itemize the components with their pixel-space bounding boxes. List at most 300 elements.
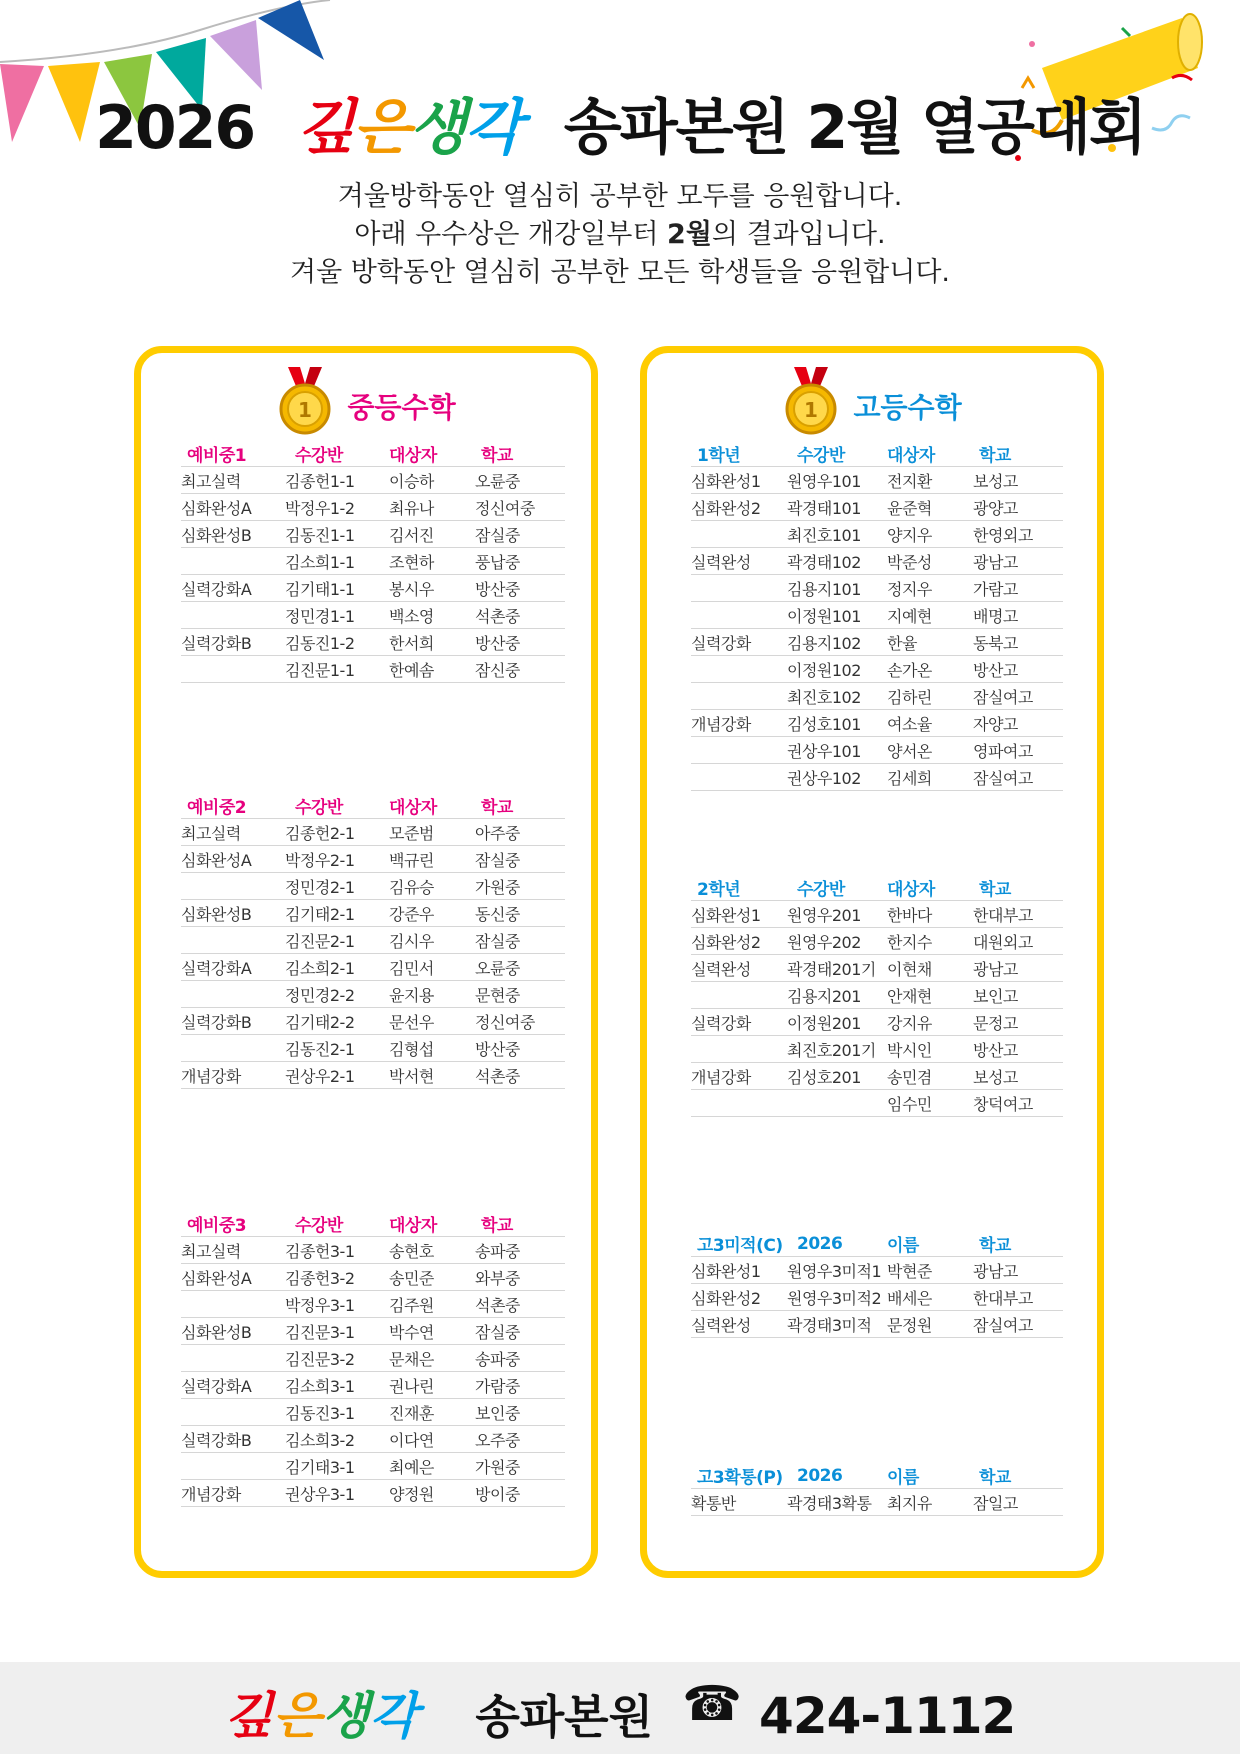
middle-panel-title: 중등수학 — [347, 391, 456, 424]
school-cell: 잠실여고 — [973, 764, 1063, 791]
student-name-cell: 송현호 — [389, 1237, 475, 1264]
school-cell: 보성고 — [973, 1063, 1063, 1090]
column-header: 학교 — [973, 875, 1063, 901]
student-name-cell: 모준범 — [389, 819, 475, 846]
class-level-cell — [181, 981, 285, 1008]
middle-table-grade1 — [181, 441, 565, 683]
title-text: 송파본원 2월 열공대회 — [563, 93, 1145, 163]
student-name-cell: 이현채 — [887, 955, 973, 982]
class-level-cell — [181, 1453, 285, 1480]
class-level-cell: 심화완성A — [181, 494, 285, 521]
table-row — [181, 1237, 565, 1264]
school-cell: 방산중 — [475, 1035, 565, 1062]
table-row — [691, 710, 1063, 737]
class-name-cell: 김용지101 — [787, 575, 887, 602]
table-row — [181, 575, 565, 602]
class-name-cell: 권상우101 — [787, 737, 887, 764]
student-name-cell: 김서진 — [389, 521, 475, 548]
school-cell: 문정고 — [973, 1009, 1063, 1036]
table-row — [691, 1257, 1063, 1284]
table-row — [181, 494, 565, 521]
school-cell: 자양고 — [973, 710, 1063, 737]
student-name-cell: 윤지용 — [389, 981, 475, 1008]
school-cell: 가람중 — [475, 1372, 565, 1399]
student-name-cell: 최지유 — [887, 1489, 973, 1516]
class-level-cell — [691, 764, 787, 791]
footer-brand-char-1: 깊 — [224, 1686, 273, 1745]
table-row — [691, 1090, 1063, 1117]
footer-brand-char-3: 생 — [321, 1686, 370, 1745]
class-level-cell — [691, 521, 787, 548]
student-name-cell: 양서온 — [887, 737, 973, 764]
table-row — [691, 602, 1063, 629]
school-cell: 보인중 — [475, 1399, 565, 1426]
column-header: 대상자 — [389, 441, 475, 467]
student-name-cell: 이다연 — [389, 1426, 475, 1453]
class-name-cell: 김동진3-1 — [285, 1399, 389, 1426]
class-level-cell — [691, 575, 787, 602]
school-cell: 정신여중 — [475, 494, 565, 521]
column-header: 수강반 — [285, 793, 389, 819]
class-name-cell: 김진문3-2 — [285, 1345, 389, 1372]
telephone-icon: ☎ — [682, 1676, 742, 1732]
table-header-row — [691, 1463, 1063, 1489]
student-name-cell: 김시우 — [389, 927, 475, 954]
table-row — [181, 1480, 565, 1507]
student-name-cell: 강준우 — [389, 900, 475, 927]
class-name-cell: 김성호201 — [787, 1063, 887, 1090]
table-row — [181, 873, 565, 900]
school-cell: 창덕여고 — [973, 1090, 1063, 1117]
class-level-cell — [691, 683, 787, 710]
column-header: 학교 — [475, 1211, 565, 1237]
table-row — [691, 1284, 1063, 1311]
class-name-cell: 원영우3미적1 — [787, 1257, 887, 1284]
student-name-cell: 여소율 — [887, 710, 973, 737]
gold-medal-icon — [782, 367, 840, 437]
school-cell: 와부중 — [475, 1264, 565, 1291]
class-name-cell: 김성호101 — [787, 710, 887, 737]
table-row — [691, 1489, 1063, 1516]
footer-brand-char-2: 은 — [272, 1686, 322, 1745]
class-level-cell: 실력완성 — [691, 548, 787, 575]
column-header: 2026 — [787, 1231, 887, 1257]
class-name-cell — [787, 1090, 887, 1117]
student-name-cell: 박현준 — [887, 1257, 973, 1284]
brand-char-2: 은 — [352, 93, 409, 163]
table-row — [691, 1036, 1063, 1063]
student-name-cell: 봉시우 — [389, 575, 475, 602]
class-level-cell: 최고실력 — [181, 1237, 285, 1264]
class-level-cell: 실력강화B — [181, 1426, 285, 1453]
table-row — [691, 901, 1063, 928]
class-level-cell: 실력완성 — [691, 955, 787, 982]
column-header: 예비중3 — [181, 1211, 285, 1237]
column-header: 대상자 — [389, 1211, 475, 1237]
gold-medal-icon — [276, 367, 334, 437]
title-year: 2026 — [95, 93, 255, 163]
class-level-cell — [691, 656, 787, 683]
class-level-cell — [691, 982, 787, 1009]
intro-line-2-post: 의 결과입니다. — [711, 219, 886, 250]
column-header: 예비중2 — [181, 793, 285, 819]
high-table-grade1 — [691, 441, 1063, 791]
class-level-cell — [181, 656, 285, 683]
school-cell: 정신여중 — [475, 1008, 565, 1035]
high-table-calculus — [691, 1231, 1063, 1338]
table-row — [691, 683, 1063, 710]
student-name-cell: 양정원 — [389, 1480, 475, 1507]
class-level-cell: 심화완성A — [181, 1264, 285, 1291]
intro-line-2-pre: 아래 우수상은 개강일부터 — [354, 219, 668, 250]
student-name-cell: 김형섭 — [389, 1035, 475, 1062]
table-row — [691, 982, 1063, 1009]
table-row — [691, 1063, 1063, 1090]
table-row — [181, 1426, 565, 1453]
table-row — [181, 1372, 565, 1399]
footer-brand-logo — [225, 1686, 436, 1745]
student-name-cell: 김주원 — [389, 1291, 475, 1318]
column-header: 학교 — [475, 793, 565, 819]
class-name-cell: 곽경태3미적 — [787, 1311, 887, 1338]
class-level-cell — [691, 1090, 787, 1117]
table-row — [181, 819, 565, 846]
school-cell: 송파중 — [475, 1345, 565, 1372]
column-header: 고3확통(P) — [691, 1463, 787, 1489]
footer-brand-char-4: 각 — [369, 1686, 418, 1745]
student-name-cell: 백소영 — [389, 602, 475, 629]
column-header: 1학년 — [691, 441, 787, 467]
student-name-cell: 문정원 — [887, 1311, 973, 1338]
table-row — [181, 1264, 565, 1291]
page-title — [0, 80, 1240, 166]
table-row — [691, 656, 1063, 683]
class-level-cell: 최고실력 — [181, 467, 285, 494]
table-header-row — [181, 793, 565, 819]
student-name-cell: 지예현 — [887, 602, 973, 629]
column-header: 학교 — [973, 1231, 1063, 1257]
class-level-cell: 심화완성2 — [691, 494, 787, 521]
class-name-cell: 김진문3-1 — [285, 1318, 389, 1345]
table-row — [691, 521, 1063, 548]
table-row — [181, 927, 565, 954]
table-row — [181, 602, 565, 629]
class-name-cell: 김종헌2-1 — [285, 819, 389, 846]
column-header: 이름 — [887, 1463, 973, 1489]
class-name-cell: 김종헌3-1 — [285, 1237, 389, 1264]
high-school-panel — [640, 346, 1104, 1578]
table-row — [181, 1062, 565, 1089]
column-header: 2026 — [787, 1463, 887, 1489]
column-header: 이름 — [887, 1231, 973, 1257]
class-name-cell: 정민경2-1 — [285, 873, 389, 900]
school-cell: 배명고 — [973, 602, 1063, 629]
brand-char-1: 깊 — [296, 93, 353, 163]
class-level-cell: 실력완성 — [691, 1311, 787, 1338]
high-table-grade2 — [691, 875, 1063, 1117]
student-name-cell: 송민준 — [389, 1264, 475, 1291]
class-name-cell: 김동진1-2 — [285, 629, 389, 656]
high-panel-title: 고등수학 — [853, 391, 962, 424]
table-row — [691, 955, 1063, 982]
table-row — [691, 764, 1063, 791]
class-name-cell: 원영우202 — [787, 928, 887, 955]
student-name-cell: 정지우 — [887, 575, 973, 602]
class-name-cell: 이정원101 — [787, 602, 887, 629]
class-name-cell: 김용지201 — [787, 982, 887, 1009]
school-cell: 오륜중 — [475, 954, 565, 981]
class-name-cell: 권상우3-1 — [285, 1480, 389, 1507]
school-cell: 동신중 — [475, 900, 565, 927]
school-cell: 석촌중 — [475, 602, 565, 629]
student-name-cell: 최유나 — [389, 494, 475, 521]
class-level-cell: 개념강화 — [691, 710, 787, 737]
school-cell: 동북고 — [973, 629, 1063, 656]
table-row — [181, 548, 565, 575]
school-cell: 문현중 — [475, 981, 565, 1008]
school-cell: 석촌중 — [475, 1062, 565, 1089]
table-row — [691, 629, 1063, 656]
school-cell: 잠실중 — [475, 927, 565, 954]
svg-text:1: 1 — [298, 398, 313, 422]
school-cell: 잠신중 — [475, 656, 565, 683]
middle-table-grade2 — [181, 793, 565, 1089]
student-name-cell: 임수민 — [887, 1090, 973, 1117]
column-header: 대상자 — [887, 441, 973, 467]
school-cell: 한대부고 — [973, 901, 1063, 928]
class-name-cell: 최진호102 — [787, 683, 887, 710]
class-level-cell: 개념강화 — [691, 1063, 787, 1090]
table-row — [181, 846, 565, 873]
student-name-cell: 송민겸 — [887, 1063, 973, 1090]
school-cell: 잠실중 — [475, 1318, 565, 1345]
student-name-cell: 손가온 — [887, 656, 973, 683]
class-level-cell: 실력강화A — [181, 1372, 285, 1399]
class-level-cell: 심화완성B — [181, 521, 285, 548]
class-level-cell: 실력강화B — [181, 1008, 285, 1035]
column-header: 2학년 — [691, 875, 787, 901]
student-name-cell: 박서현 — [389, 1062, 475, 1089]
school-cell: 방산중 — [475, 575, 565, 602]
student-name-cell: 전지환 — [887, 467, 973, 494]
school-cell: 잠실여고 — [973, 1311, 1063, 1338]
class-name-cell: 김소희3-1 — [285, 1372, 389, 1399]
school-cell: 광남고 — [973, 1257, 1063, 1284]
student-name-cell: 배세은 — [887, 1284, 973, 1311]
class-name-cell: 곽경태3확통 — [787, 1489, 887, 1516]
school-cell: 한영외고 — [973, 521, 1063, 548]
student-name-cell: 최예은 — [389, 1453, 475, 1480]
class-level-cell — [691, 737, 787, 764]
class-name-cell: 박정우3-1 — [285, 1291, 389, 1318]
student-name-cell: 문채은 — [389, 1345, 475, 1372]
class-level-cell — [181, 602, 285, 629]
class-name-cell: 김기태1-1 — [285, 575, 389, 602]
class-level-cell — [181, 1345, 285, 1372]
table-row — [691, 548, 1063, 575]
student-name-cell: 양지우 — [887, 521, 973, 548]
class-level-cell: 심화완성B — [181, 900, 285, 927]
table-row — [181, 1008, 565, 1035]
class-level-cell: 심화완성2 — [691, 1284, 787, 1311]
school-cell: 아주중 — [475, 819, 565, 846]
class-level-cell: 실력강화 — [691, 629, 787, 656]
table-row — [181, 521, 565, 548]
table-row — [181, 467, 565, 494]
class-name-cell: 원영우101 — [787, 467, 887, 494]
student-name-cell: 한서희 — [389, 629, 475, 656]
table-row — [181, 1291, 565, 1318]
class-name-cell: 권상우102 — [787, 764, 887, 791]
class-name-cell: 곽경태201기 — [787, 955, 887, 982]
footer-bar — [0, 1662, 1240, 1754]
class-name-cell: 이정원201 — [787, 1009, 887, 1036]
class-level-cell: 실력강화B — [181, 629, 285, 656]
class-level-cell: 확통반 — [691, 1489, 787, 1516]
column-header: 대상자 — [887, 875, 973, 901]
student-name-cell: 강지유 — [887, 1009, 973, 1036]
column-header: 학교 — [973, 1463, 1063, 1489]
student-name-cell: 한율 — [887, 629, 973, 656]
class-level-cell: 심화완성1 — [691, 901, 787, 928]
footer-phone-number[interactable]: 424-1112 — [759, 1687, 1016, 1745]
school-cell: 가원중 — [475, 873, 565, 900]
school-cell: 보성고 — [973, 467, 1063, 494]
class-name-cell: 이정원102 — [787, 656, 887, 683]
class-name-cell: 최진호201기 — [787, 1036, 887, 1063]
class-name-cell: 김종헌1-1 — [285, 467, 389, 494]
table-row — [181, 954, 565, 981]
school-cell: 광양고 — [973, 494, 1063, 521]
class-level-cell: 개념강화 — [181, 1062, 285, 1089]
middle-school-panel — [134, 346, 598, 1578]
brand-logo — [297, 93, 540, 163]
brand-char-4: 각 — [464, 93, 521, 163]
class-name-cell: 원영우3미적2 — [787, 1284, 887, 1311]
student-name-cell: 백규린 — [389, 846, 475, 873]
student-name-cell: 한예솜 — [389, 656, 475, 683]
class-name-cell: 김동진1-1 — [285, 521, 389, 548]
table-row — [181, 629, 565, 656]
student-name-cell: 김민서 — [389, 954, 475, 981]
class-level-cell — [181, 1399, 285, 1426]
class-name-cell: 박정우1-2 — [285, 494, 389, 521]
class-level-cell — [691, 602, 787, 629]
table-row — [181, 656, 565, 683]
class-name-cell: 정민경1-1 — [285, 602, 389, 629]
intro-line-2 — [0, 216, 1240, 254]
class-level-cell: 심화완성B — [181, 1318, 285, 1345]
class-level-cell — [181, 548, 285, 575]
student-name-cell: 김세희 — [887, 764, 973, 791]
school-cell: 보인고 — [973, 982, 1063, 1009]
student-name-cell: 문선우 — [389, 1008, 475, 1035]
footer-branch-name: 송파본원 — [475, 1690, 654, 1744]
table-row — [691, 494, 1063, 521]
column-header: 학교 — [475, 441, 565, 467]
class-name-cell: 김소희2-1 — [285, 954, 389, 981]
class-level-cell — [181, 1291, 285, 1318]
table-header-row — [691, 875, 1063, 901]
school-cell: 가람고 — [973, 575, 1063, 602]
school-cell: 오주중 — [475, 1426, 565, 1453]
table-header-row — [181, 1211, 565, 1237]
intro-line-1: 겨울방학동안 열심히 공부한 모두를 응원합니다. — [337, 181, 903, 212]
student-name-cell: 조현하 — [389, 548, 475, 575]
school-cell: 방산중 — [475, 629, 565, 656]
class-name-cell: 김동진2-1 — [285, 1035, 389, 1062]
class-name-cell: 김기태2-2 — [285, 1008, 389, 1035]
class-name-cell: 김기태2-1 — [285, 900, 389, 927]
table-row — [181, 1345, 565, 1372]
class-level-cell — [181, 873, 285, 900]
student-name-cell: 안재현 — [887, 982, 973, 1009]
brand-char-3: 생 — [408, 93, 465, 163]
table-row — [691, 928, 1063, 955]
class-name-cell: 김용지102 — [787, 629, 887, 656]
middle-panel-header — [141, 367, 591, 437]
class-level-cell — [691, 1036, 787, 1063]
class-name-cell: 김기태3-1 — [285, 1453, 389, 1480]
class-name-cell: 곽경태101 — [787, 494, 887, 521]
school-cell: 방산고 — [973, 1036, 1063, 1063]
class-name-cell: 김진문1-1 — [285, 656, 389, 683]
table-row — [691, 1311, 1063, 1338]
table-row — [181, 900, 565, 927]
student-name-cell: 권나린 — [389, 1372, 475, 1399]
column-header: 수강반 — [787, 441, 887, 467]
middle-table-grade3 — [181, 1211, 565, 1507]
school-cell: 잠일고 — [973, 1489, 1063, 1516]
table-header-row — [181, 441, 565, 467]
student-name-cell: 한바다 — [887, 901, 973, 928]
class-level-cell: 심화완성1 — [691, 467, 787, 494]
class-level-cell: 심화완성2 — [691, 928, 787, 955]
class-level-cell: 실력강화A — [181, 575, 285, 602]
school-cell: 방이중 — [475, 1480, 565, 1507]
class-name-cell: 최진호101 — [787, 521, 887, 548]
school-cell: 가원중 — [475, 1453, 565, 1480]
table-row — [691, 1009, 1063, 1036]
class-name-cell: 박정우2-1 — [285, 846, 389, 873]
student-name-cell: 이승하 — [389, 467, 475, 494]
student-name-cell: 김유승 — [389, 873, 475, 900]
table-row — [181, 1318, 565, 1345]
student-name-cell: 박준성 — [887, 548, 973, 575]
table-row — [691, 467, 1063, 494]
column-header: 고3미적(C) — [691, 1231, 787, 1257]
student-name-cell: 한지수 — [887, 928, 973, 955]
column-header: 수강반 — [285, 441, 389, 467]
class-level-cell: 실력강화A — [181, 954, 285, 981]
table-row — [691, 575, 1063, 602]
intro-line-2-bold: 2월 — [667, 219, 712, 250]
school-cell: 송파중 — [475, 1237, 565, 1264]
school-cell: 오륜중 — [475, 467, 565, 494]
class-level-cell — [181, 1035, 285, 1062]
class-name-cell: 김소희3-2 — [285, 1426, 389, 1453]
school-cell: 광남고 — [973, 955, 1063, 982]
table-row — [181, 1399, 565, 1426]
class-level-cell: 심화완성A — [181, 846, 285, 873]
school-cell: 대원외고 — [973, 928, 1063, 955]
class-name-cell: 김소희1-1 — [285, 548, 389, 575]
class-level-cell: 심화완성1 — [691, 1257, 787, 1284]
intro-line-3: 겨울 방학동안 열심히 공부한 모든 학생들을 응원합니다. — [290, 257, 950, 288]
class-name-cell: 정민경2-2 — [285, 981, 389, 1008]
school-cell: 잠실여고 — [973, 683, 1063, 710]
high-panel-header — [647, 367, 1097, 437]
